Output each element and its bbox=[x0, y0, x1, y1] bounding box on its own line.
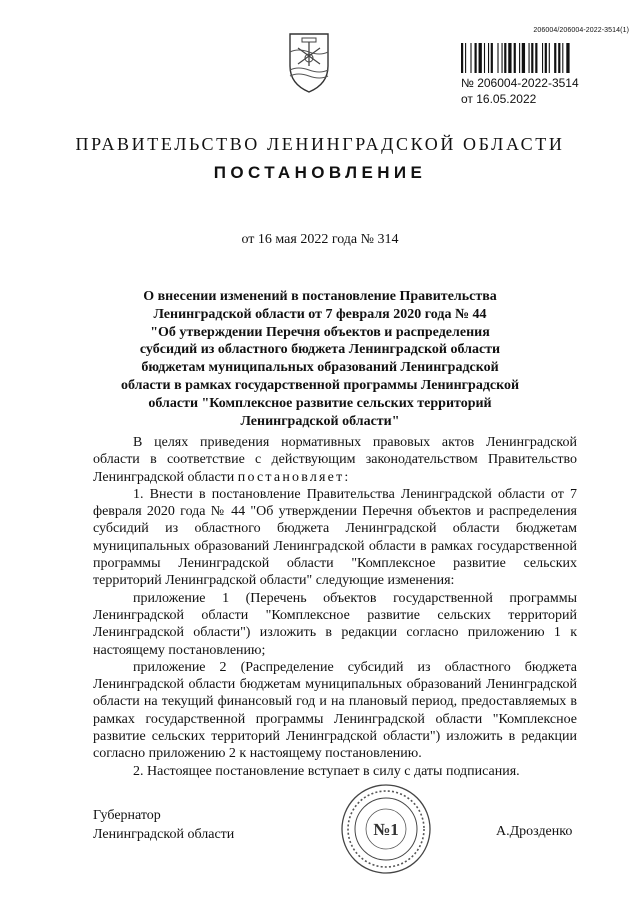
document-subject bbox=[110, 288, 530, 430]
subject-line: Ленинградской области от 7 февраля 2020 года № 44 bbox=[153, 306, 487, 322]
position-line: Ленинградской области bbox=[93, 827, 235, 842]
subject-line: О внесении изменений в постановление Правительства bbox=[143, 289, 497, 304]
signatory-position bbox=[93, 806, 234, 844]
subject-line: "Об утверждении Перечня объектов и распределения bbox=[150, 324, 490, 340]
signatory-name: А.Дрозденко bbox=[496, 824, 573, 839]
subject-line: субсидий из областного бюджета Ленинградской области bbox=[139, 342, 501, 358]
item-1-paragraph: 1. Внести в постановление Правительства Ленинградской области от 7 февраля 2020 года № 44 "Об утверждении Перечня объектов и распределения субсидий из областного бюджета Ленинградской области бюджетам муниципальных образований Ленинградской области в рамках государственной программы Ленинградской области "Комплексное развитие сельских территорий Ленинградской области" следующие изменения: bbox=[93, 486, 577, 589]
intro-text: В целях приведения нормативных правовых актов Ленинградской области в соответствие с действующим законодательством Правительство Ленинградской области bbox=[93, 435, 577, 485]
subject-line: бюджетам муниципальных образований Ленинградской bbox=[141, 360, 499, 376]
government-title: ПРАВИТЕЛЬСТВО ЛЕНИНГРАДСКОЙ ОБЛАСТИ bbox=[75, 134, 565, 154]
appendix-1-paragraph: приложение 1 (Перечень объектов государственной программы Ленинградской области "Комплексное развитие сельских территорий Ленинградской области") изложить в редакции согласно приложению 1 к настоящему постановлению; bbox=[93, 590, 577, 658]
resolves-word: постановляет: bbox=[237, 469, 351, 485]
intro-paragraph bbox=[93, 434, 577, 486]
document-body bbox=[93, 434, 577, 780]
subject-line: Ленинградской области" bbox=[240, 413, 400, 429]
coat-of-arms-emblem bbox=[286, 30, 332, 94]
registration-date: от 16.05.2022 bbox=[461, 92, 537, 106]
barcode-image bbox=[461, 43, 611, 73]
subject-line: области "Комплексное развитие сельских территорий bbox=[148, 395, 492, 411]
position-line: Губернатор bbox=[93, 808, 161, 823]
item-2-paragraph: 2. Настоящее постановление вступает в силу с даты подписания. bbox=[133, 763, 520, 779]
subject-line: области в рамках государственной программы Ленинградской bbox=[120, 377, 520, 393]
document-date-number: от 16 мая 2022 года № 314 bbox=[241, 232, 399, 247]
appendix-2-paragraph: приложение 2 (Распределение субсидий из областного бюджета Ленинградской области бюджетам муниципальных образований Ленинградской области на текущий финансовый год и на плановый период, предоставляемых в рамках государственной программы Ленинградской области "Комплексное развитие сельских территорий Ленинградской области") изложить в редакции согласно приложению 2 к настоящему постановлению. bbox=[93, 659, 577, 762]
document-type-title: ПОСТАНОВЛЕНИЕ bbox=[213, 163, 427, 182]
registration-number: № 206004-2022-3514 bbox=[461, 76, 579, 90]
official-stamp bbox=[340, 783, 432, 875]
stamp-number: №1 bbox=[373, 820, 399, 839]
document-id: 206004/206004-2022-3514(1) bbox=[533, 27, 629, 34]
